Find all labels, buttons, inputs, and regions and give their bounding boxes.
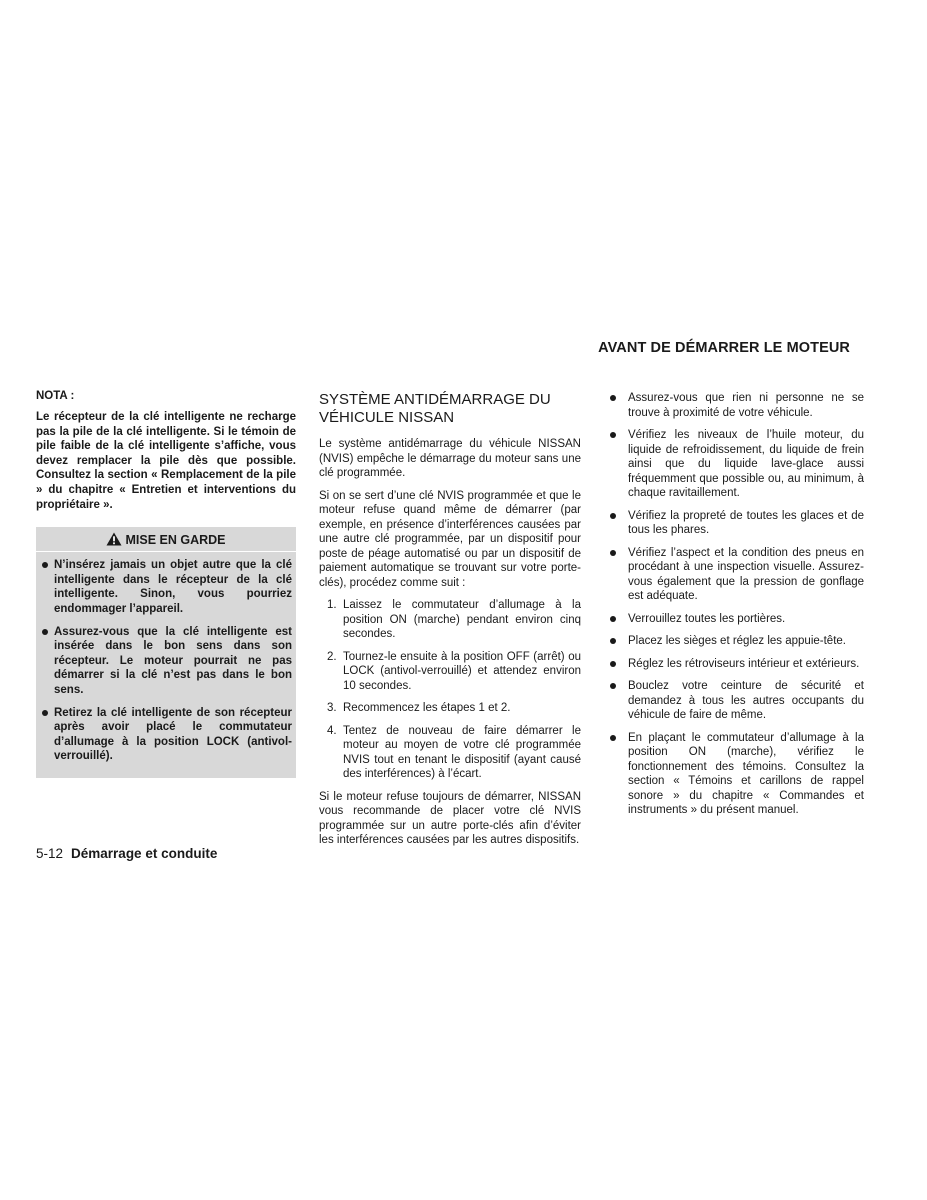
step-item: 1. Laissez le commutateur d’allumage à la position ON (marche) pendant environ cinq secondes.	[327, 599, 581, 640]
bullet-icon	[610, 513, 616, 519]
bullet-icon	[42, 710, 48, 716]
warning-box	[36, 527, 296, 778]
bullet-icon	[610, 616, 616, 622]
warning-item: Retirez la clé intelligente de son récepteur après avoir placé le commutateur d’allumage à la position LOCK (antivol-verrouillé).	[40, 706, 292, 764]
steps-list	[319, 598, 581, 782]
page-footer	[36, 846, 217, 861]
bullet-icon	[42, 629, 48, 635]
bullet-icon	[610, 735, 616, 741]
warning-list	[36, 552, 296, 764]
nota-label: NOTA :	[36, 390, 75, 402]
list-item: Réglez les rétroviseurs intérieur et extérieurs.	[608, 657, 864, 672]
bullet-icon	[610, 638, 616, 644]
bullet-icon	[42, 562, 48, 568]
list-item: En plaçant le commutateur d’allumage à la position ON (marche), vérifiez le fonctionnement des témoins. Consultez la section « Témoins et carillons de rappel sonore » du chapitre « Commandes et instruments » du présent manuel.	[608, 731, 864, 818]
right-column	[608, 391, 864, 826]
page-number: 5-12	[36, 846, 64, 861]
warning-triangle-icon	[106, 532, 122, 546]
warning-title-text: MISE EN GARDE	[125, 533, 226, 548]
list-item: Verrouillez toutes les portières.	[608, 612, 864, 627]
paragraph: Si le moteur refuse toujours de démarrer, NISSAN vous recommande de placer votre clé NVIS programmée sur un autre porte-clés afin d’éviter les interférences causées par les autres dispositifs.	[319, 790, 581, 846]
step-item: 4. Tentez de nouveau de faire démarrer le moteur au moyen de votre clé programmée NVIS tout en tenant le dispositif (ayant causé des interférences) à l’écart.	[327, 724, 581, 780]
bullet-icon	[610, 432, 616, 438]
section-title: SYSTÈME ANTIDÉMARRAGE DU VÉHICULE NISSAN	[319, 391, 551, 426]
step-item: 2. Tournez-le ensuite à la position OFF (arrêt) ou LOCK (antivol-verrouillé) et attendez environ 10 secondes.	[327, 650, 581, 692]
chapter-title: Démarrage et conduite	[71, 846, 218, 861]
list-item: Placez les sièges et réglez les appuie-tête.	[608, 634, 864, 649]
paragraph: Le système antidémarrage du véhicule NISSAN (NVIS) empêche le démarrage du moteur sans une clé programmée.	[319, 438, 581, 479]
warning-item: N’insérez jamais un objet autre que la clé intelligente dans le récepteur de la clé intelligente. Sinon, vous pourriez endommager l’appareil.	[40, 558, 292, 616]
bullet-icon	[610, 395, 616, 401]
bullet-icon	[610, 683, 616, 689]
list-item: Vérifiez les niveaux de l’huile moteur, du liquide de refroidissement, du liquide de frein ainsi que du liquide lave-glace aussi fréquemment que possible ou, au minimum, à chaque ravitaillement.	[608, 428, 864, 501]
nota-text: Le récepteur de la clé intelligente ne recharge pas la pile de la clé intelligente. Si le témoin de pile faible de la clé intelligente s’affiche, vous devez remplacer la pile dès que possible. Consultez la section « Remplacement de la pile » du chapitre « Entretien et interventions du propriétaire ».	[36, 411, 296, 511]
warning-item: Assurez-vous que la clé intelligente est insérée dans le bon sens dans son récepteur. Le moteur pourrait ne pas démarrer si la clé n’est pas dans le bon sens.	[40, 625, 292, 698]
middle-column	[319, 391, 581, 856]
bullet-icon	[610, 661, 616, 667]
paragraph: Si on se sert d’une clé NVIS programmée et que le moteur refuse quand même de démarrer (par exemple, en présence d’interférences causées par une autre clé programmée, par un dispositif pour poste de péage automatisé ou par un dispositif de paiement automatique se trouvant sur votre porte-clés), procédez comme suit :	[319, 489, 581, 589]
list-item: Bouclez votre ceinture de sécurité et demandez à tous les autres occupants du véhicule de faire de même.	[608, 679, 864, 723]
bullet-icon	[610, 550, 616, 556]
list-item: Assurez-vous que rien ni personne ne se trouve à proximité de votre véhicule.	[608, 391, 864, 420]
left-column	[36, 390, 296, 778]
list-item: Vérifiez la propreté de toutes les glaces et de tous les phares.	[608, 509, 864, 538]
checklist	[608, 391, 864, 818]
list-item: Vérifiez l’aspect et la condition des pneus en procédant à une inspection visuelle. Assurez-vous également que la pression de gonflage est adéquate.	[608, 546, 864, 604]
step-item: 3. Recommencez les étapes 1 et 2.	[327, 702, 511, 714]
warning-title	[36, 527, 296, 552]
section-header: AVANT DE DÉMARRER LE MOTEUR	[598, 340, 850, 356]
